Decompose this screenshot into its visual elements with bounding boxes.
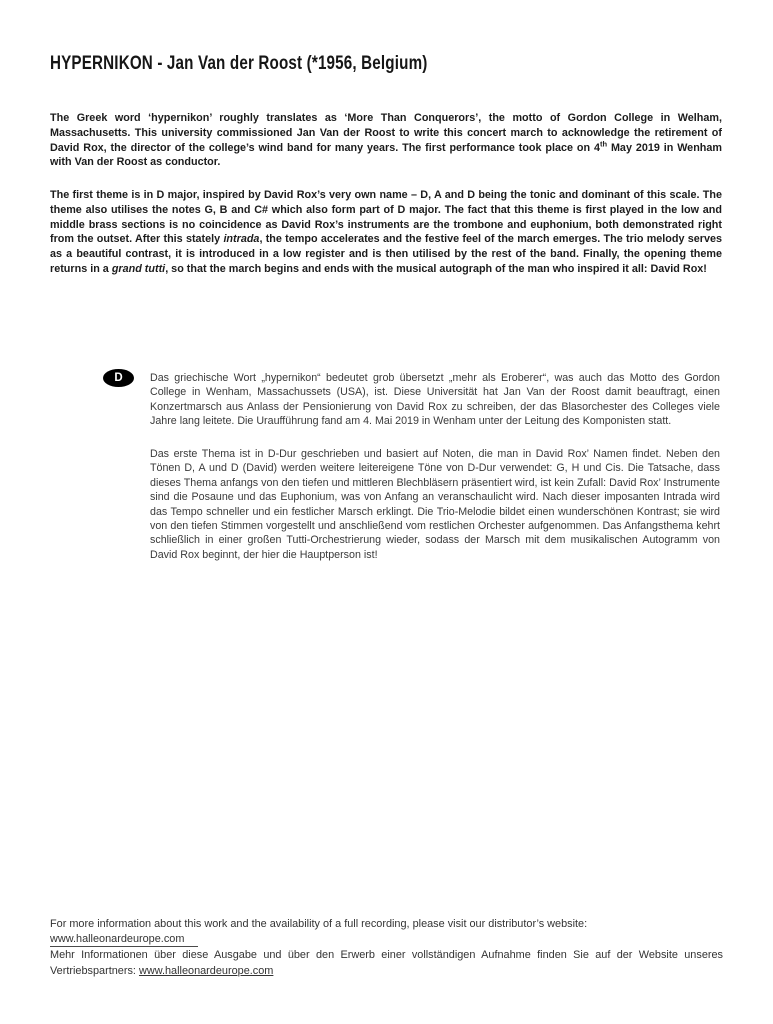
english-paragraph-2 (50, 188, 722, 277)
english-paragraph-2-text: The first theme is in D major, inspired by David Rox’s very own name – D, A and D being the tonic and dominant of this scale. The theme also utilises the notes G, B and C# which also form part of D major. The fact that this theme is first played in the low and middle brass sections is no coincidence as David Rox’s instruments are the trombone and euphonium, both demonstrated right from the outset. After this stately (50, 189, 722, 246)
footer-distributor-info (50, 917, 723, 979)
english-paragraph-1 (50, 111, 722, 170)
footer-note-de-text: Mehr Informationen über diese Ausgabe und über den Erwerb einer vollständigen Aufnahme finden Sie auf der Website unseres Vertriebspartners: (50, 949, 723, 977)
page-title: HYPERNIKON - Jan Van der Roost (*1956, Belgium) (50, 53, 428, 74)
english-paragraph-2-text-cont: , the tempo accelerates and the festive feel of the march emerges. The trio melody serves as a beautiful contrast, it is introduced in a low register and is then utilised by the rest of the band. Finally, the opening theme returns in a (50, 233, 722, 275)
german-paragraph-1: Das griechische Wort „hypernikon“ bedeutet grob übersetzt „mehr als Eroberer“, was auch das Motto des Gordon College in Wenham, Massachussets (USA), ist. Diese Universität hat Jan Van der Roost damit beauftragt, einen Konzertmarsch aus Anlass der Pensionierung von David Rox zu schreiben, der das Blasorchester des Colleges viele Jahre lang leitete. Die Uraufführung fand am 4. Mai 2019 in Wenham unter der Leitung des Komponisten statt. (150, 372, 720, 428)
german-paragraph-2: Das erste Thema ist in D-Dur geschrieben und basiert auf Noten, die man in David Rox’ Namen findet. Neben den Tönen D, A und D (David) werden weitere leitereigene Töne von D-Dur verwendet: G, H und Cis. Die Tatsache, dass dieses Thema anfangs von den tiefen und mittleren Blechbläsern präsentiert wird, ist kein Zufall: David Rox’ Instrumente sind die Posaune und das Euphonium, was von Anfang an veranschaulicht wird. Nach dieser imposanten Intrada wird das Tempo schneller und ein festlicher Marsch erklingt. Die Trio-Melodie bildet einen wunderschönen Kontrast; sie wird von den tiefen Stimmen vorgestellt und anschließend vom restlichen Orchester aufgenommen. Das Anfangsthema kehrt schließlich in einer großen Tutti-Orchestrierung wieder, sodass der Marsch mit dem musikalischen Autogramm von David Rox beginnt, der hier die Hauptperson ist! (150, 448, 720, 561)
ordinal-superscript: th (599, 139, 608, 148)
english-paragraph-2-text-end: , so that the march begins and ends with the musical autograph of the man who inspired it all: David Rox! (165, 262, 707, 275)
distributor-link-de[interactable]: www.halleonardeurope.com (138, 964, 274, 977)
italic-term-grand-tutti: grand tutti (111, 262, 166, 275)
footer-note-en (50, 917, 723, 947)
footer-note-en-text: For more information about this work and the availability of a full recording, please visit our distributor’s website: (50, 918, 588, 930)
italic-term-intrada: intrada (223, 233, 260, 246)
english-paragraph-1-text-cont: May 2019 in Wenham with Van der Roost as conductor. (50, 141, 722, 169)
distributor-link-en[interactable]: www.halleonardeurope.com (50, 932, 198, 947)
footer-note-de (50, 948, 723, 978)
german-language-badge: D (103, 369, 134, 387)
english-paragraph-1-text: The Greek word ‘hypernikon’ roughly translates as ‘More Than Conquerors’, the motto of Gordon College in Welham, Massachusetts. This university commissioned Jan Van der Roost to write this concert march to acknowledge the retirement of David Rox, the director of the college’s wind band for many years. The first performance took place on 4 (50, 112, 722, 154)
